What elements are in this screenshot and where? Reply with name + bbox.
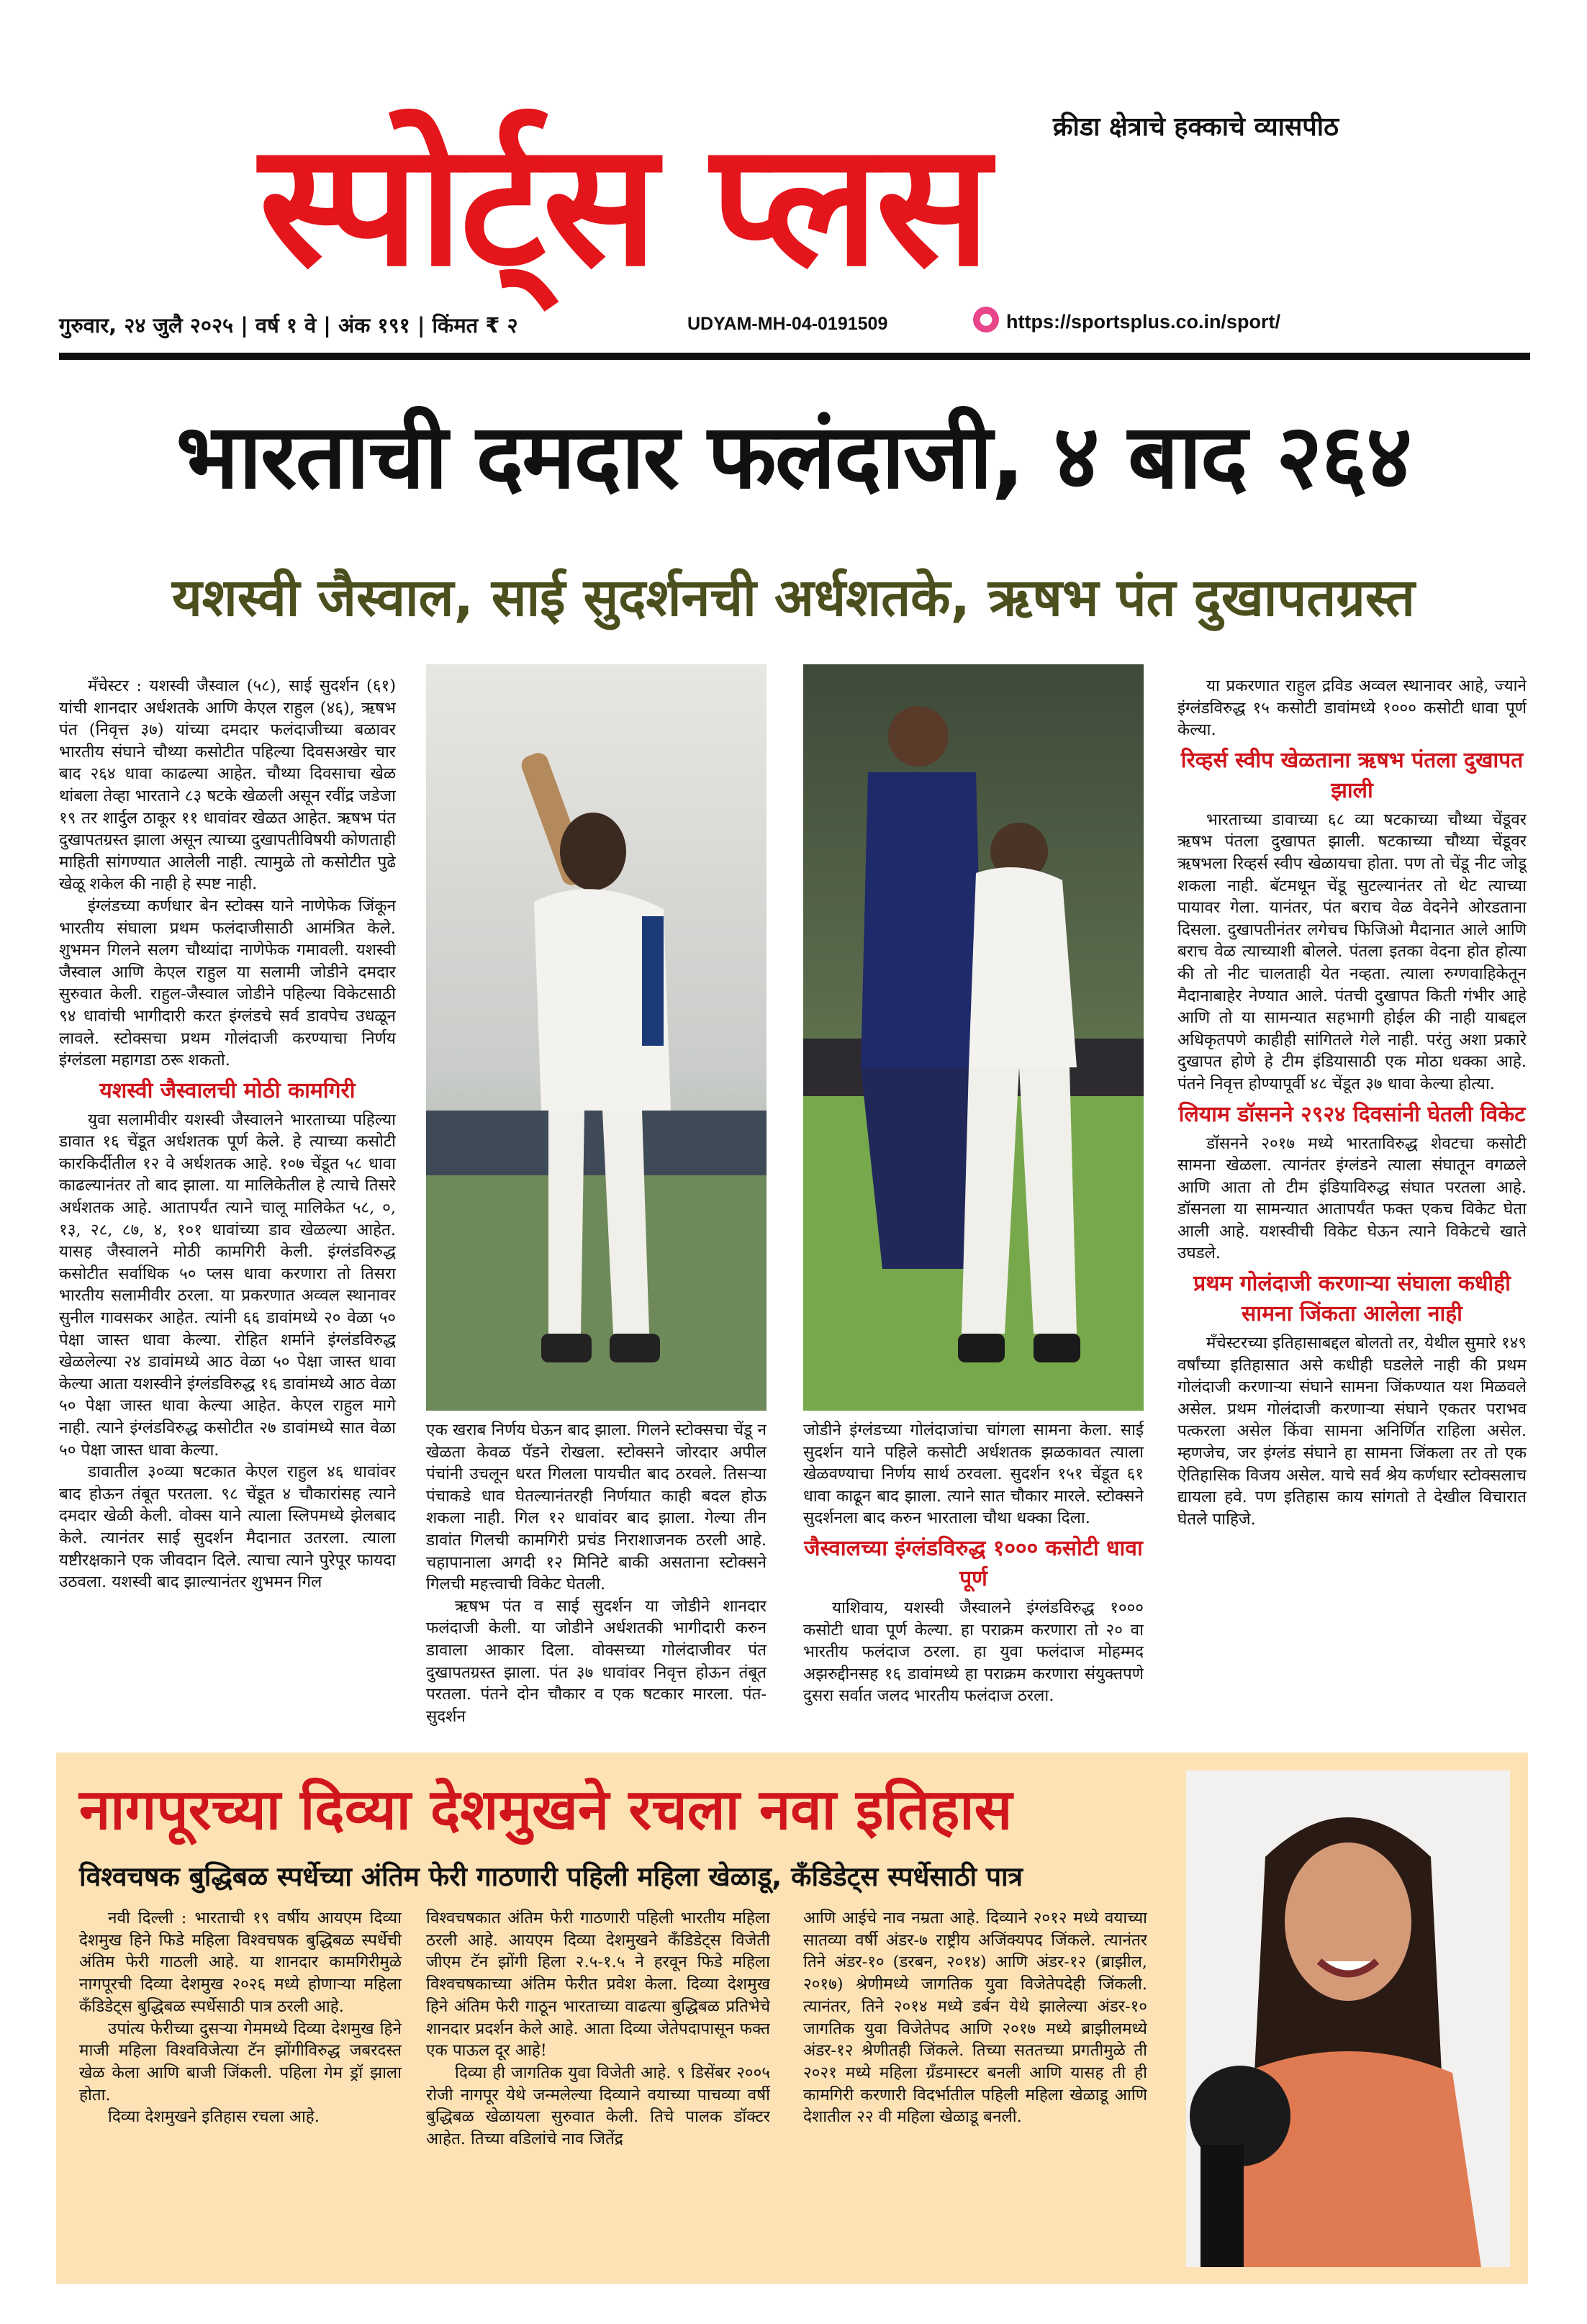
article-paragraph: दिव्या ही जागतिक युवा विजेती आहे. ९ डिसेंबर २००५ रोजी नागपूर येथे जन्मलेल्या दिव्याने वयाच्या पाचव्या वर्षी बुद्धिबळ खेळायला सुरुवात केली. तिचे पालक डॉक्टर आहेत. तिच्या वडिलांचे नाव जितेंद्र xyxy=(426,2063,770,2149)
issue-dateline: गुरुवार, २४ जुलै २०२५ | वर्ष १ वे | अंक १९१ | किंमत ₹ २ xyxy=(59,313,518,338)
article-paragraph: मँचेस्टर : यशस्वी जैस्वाल (५८), साई सुदर्शन (६१) यांची शानदार अर्धशतके आणि केएल राहुल (४६), ऋषभ पंत (निवृत्त ३७) यांच्या दमदार फलंदाजीच्या बळावर भारतीय संघाने चौथ्या कसोटीत पहिल्या दिवसअखेर चार बाद २६४ धावा काढल्या आहेत. चौथ्या दिवसाचा खेळ थांबला तेव्हा भारताने ८३ षटके खेळली असून रवींद्र जडेजा १९ तर शार्दुल ठाकूर ११ धावांवर खेळत आहेत. ऋषभ पंत दुखापतग्रस्त झाला असून त्याच्या दुखापतीविषयी कोणताही माहिती सांगण्यात आलेली नाही. त्यामुळे तो कसोटीत पुढे खेळू शकेल की नाही हे स्पष्ट नाही. xyxy=(59,677,396,894)
main-subheadline: यशस्वी जैस्वाल, साई सुदर्शनची अर्धशतके, ऋषभ पंत दुखापतग्रस्त xyxy=(172,567,1415,628)
article-paragraph: याशिवाय, यशस्वी जैस्वालने इंग्लंडविरुद्ध १००० कसोटी धावा पूर्ण केल्या. हा पराक्रम करणारा तो २० वा भारतीय फलंदाज ठरला. हा युवा फलंदाज मोहम्मद अझरुद्दीनसह १६ डावांमध्ये हा पराक्रम करणारा संयुक्तपणे दुसरा सर्वात जलद भारतीय फलंदाज ठरला. xyxy=(803,1598,1144,1706)
article-paragraph: दिव्या देशमुखने इतिहास रचला आहे. xyxy=(108,2107,320,2127)
feature-column-3 xyxy=(803,1907,1147,2274)
divya-deshmukh-photo xyxy=(1186,1771,1510,2267)
section-heading: रिव्हर्स स्वीप खेळताना ऋषभ पंतला दुखापत झाली xyxy=(1180,747,1524,803)
article-paragraph: नवी दिल्ली : भारताची १९ वर्षीय आयएम दिव्या देशमुख हिने फिडे महिला विश्वचषक बुद्धिबळ स्पर्धेची अंतिम फेरी गाठली आहे. या शानदार कामगिरीमुळे नागपूरची दिव्या देशमुख २०२६ मध्ये होणाऱ्या महिला कँडिडेट्स बुद्धिबळ स्पर्धेसाठी पात्र ठरली आहे. xyxy=(79,1909,402,2016)
article-paragraph: या प्रकरणात राहुल द्रविड अव्वल स्थानावर आहे, ज्याने इंग्लंडविरुद्ध १५ कसोटी डावांमध्ये १००० कसोटी धावा पूर्ण केल्या. xyxy=(1177,677,1527,740)
section-heading: जैस्वालच्या इंग्लंडविरुद्ध १००० कसोटी धावा पूर्ण xyxy=(804,1535,1143,1591)
article-paragraph: डावातील ३०व्या षटकात केएल राहुल ४६ धावांवर बाद होऊन तंबूत परतला. ९८ चेंडूत ४ चौकारांसह त्याने दमदार खेळी केली. वोक्स याने त्याला स्लिपमध्ये झेलबाद केले. त्यानंतर साई सुदर्शन मैदानात उतरला. त्याला यष्टीरक्षकाने एक जीवदान दिले. त्याचा त्याने पुरेपूर फायदा उठवला. यशस्वी बाद झाल्यानंतर शुभमन गिल xyxy=(59,1462,396,1592)
batsman-photo xyxy=(426,664,767,1411)
article-paragraph: मँचेस्टरच्या इतिहासाबद्दल बोलतो तर, येथील सुमारे १४९ वर्षांच्या इतिहासात असे कधीही घडलेले नाही की प्रथम गोलंदाजी करणाऱ्या संघाने सामना जिंकण्यात यश मिळवले असेल. प्रथम गोलंदाजी करणाऱ्या संघाने एकतर पराभव पत्करला असेल किंवा सामना अनिर्णित राहिला असेल. म्हणजेच, जर इंग्लंड संघाने हा सामना जिंकला तर तो एक ऐतिहासिक विजय असेल. याचे सर्व श्रेय कर्णधार स्टोक्सलाच द्यायला हवे. पण इतिहास काय सांगतो ते देखील विचारात घेतले पाहिजे. xyxy=(1177,1334,1527,1529)
article-paragraph: विश्वचषकात अंतिम फेरी गाठणारी पहिली भारतीय महिला ठरली आहे. आयएम दिव्या देशमुखने कँडिडेट्स विजेती जीएम टॅन झोंगी हिला २.५-१.५ ने हरवून फिडे महिला विश्वचषकाच्या अंतिम फेरीत प्रवेश केला. दिव्या देशमुख हिने अंतिम फेरी गाठून भारताच्या वाढत्या बुद्धिबळ प्रतिभेचे शानदार प्रदर्शन केले आहे. आता दिव्या जेतेपदापासून फक्त एक पाऊल दूर आहे! xyxy=(426,1909,770,2061)
article-paragraph: जोडीने इंग्लंडच्या गोलंदाजांचा चांगला सामना केला. साई सुदर्शन याने पहिले कसोटी अर्धशतक झळकावत त्याला खेळवण्याचा निर्णय सार्थ ठरवला. सुदर्शन १५१ चेंडूत ६१ धावा काढून बाद झाला. त्याने सात चौकार मारले. स्टोक्सने सुदर्शनला बाद करुन भारताला चौथा धक्का दिला. xyxy=(803,1421,1144,1528)
injured-player-photo xyxy=(803,664,1144,1411)
article-paragraph: उपांत्य फेरीच्या दुसऱ्या गेममध्ये दिव्या देशमुख हिने माजी महिला विश्वविजेत्या टॅन झोंगीविरुद्ध जबरदस्त खेळ केला आणि बाजी जिंकली. पहिला गेम ड्रॉ झाला होता. xyxy=(79,2019,402,2104)
website-link[interactable]: https://sportsplus.co.in/sport/ xyxy=(1006,311,1281,333)
feature-column-1 xyxy=(79,1907,402,2274)
section-heading: लियाम डॉसनने २९२४ दिवसांनी घेतली विकेट xyxy=(1178,1101,1526,1127)
dribbble-icon: ● xyxy=(973,307,999,333)
article-paragraph: ऋषभ पंत व साई सुदर्शन या जोडीने शानदार फलंदाजी केली. या जोडीने अर्धशतकी भागीदारी करुन डावाला आकार दिला. वोक्सच्या गोलंदाजीवर पंत दुखापतग्रस्त झाला. पंत ३७ धावांवर निवृत्त होऊन तंबूत परतला. पंतने दोन चौकार व एक षटकार मारला. पंत-सुदर्शन xyxy=(426,1596,767,1726)
masthead-divider xyxy=(59,353,1530,360)
article-paragraph: एक खराब निर्णय घेऊन बाद झाला. गिलने स्टोक्सचा चेंडू न खेळता केवळ पॅडने रोखला. स्टोक्सने जोरदार अपील पंचांनी उचलून धरत गिलला पायचीत बाद ठरवले. तिसऱ्या पंचाकडे धाव घेतल्यानंतरही निर्णयात काही बदल होऊ शकला नाही. गिल १२ धावांवर बाद झाला. गेल्या तीन डावांत गिलची कामगिरी प्रचंड निराशाजनक ठरली आहे. चहापानाला अगदी १२ मिनिटे बाकी असताना स्टोक्सने गिलची महत्त्वाची विकेट घेतली. xyxy=(426,1421,767,1594)
main-story-column-4 xyxy=(1177,675,1527,1733)
article-paragraph: भारताच्या डावाच्या ६८ व्या षटकाच्या चौथ्या चेंडूवर ऋषभ पंतला दुखापत झाली. षटकाच्या चौथ्या चेंडूवर ऋषभला रिव्हर्स स्वीप खेळायचा होता. पण तो चेंडू नीट जोडू शकला नाही. बॅटमधून चेंडू सुटल्यानंतर तो थेट त्याच्या पायावर गेला. यानंतर, पंत बराच वेळ वेदनेने ओरडताना दिसला. दुखापतीनंतर लगेचच फिजिओ मैदानात आले आणि बराच वेळ त्याच्याशी बोलले. पंतला इतका वेदना होत होत्या की तो नीट चालताही येत नव्हता. त्याला रुग्णवाहिकेतून मैदानाबाहेर नेण्यात आले. पंतची दुखापत किती गंभीर आहे आणि तो या सामन्यात सहभागी होईल की नाही याबद्दल अधिकृतपणे काहीही सांगितले गेले नाही. परंतु अशा प्रकारे दुखापत होणे हे टीम इंडियासाठी एक मोठा धक्का आहे. पंतने निवृत्त होण्यापूर्वी ४८ चेंडूत ३७ धावा केल्या होत्या. xyxy=(1177,810,1527,1093)
main-story-column-2 xyxy=(426,1419,767,1729)
section-heading: प्रथम गोलंदाजी करणाऱ्या संघाला कधीही सामना जिंकता आलेला नाही xyxy=(1193,1271,1511,1327)
article-paragraph: युवा सलामीवीर यशस्वी जैस्वालने भारताच्या पहिल्या डावात १६ चेंडूत अर्धशतक पूर्ण केले. हे त्याच्या कसोटी कारकिर्दीतील १२ वे अर्धशतक आहे. १०७ चेंडूत ५८ धावा काढल्यानंतर तो बाद झाला. या मालिकेतील हे त्याचे तिसरे अर्धशतक आहे. आतापर्यंत त्याने चालू मालिकेत ५८, ०, १३, २८, ८७, ४, १०१ धावांच्या डाव खेळल्या आहेत. यासह जैस्वालने मोठी कामगिरी केली. इंग्लंडविरुद्ध कसोटीत सर्वाधिक ५० प्लस धावा करणारा तो तिसरा भारतीय सलामीवीर ठरला. या प्रकरणात अव्वल स्थानावर सुनील गावसकर आहेत. त्यांनी ६६ डावांमध्ये २० वेळा ५० पेक्षा जास्त धावा केल्या. रोहित शर्माने इंग्लंडविरुद्ध खेळलेल्या २४ डावांमध्ये आठ वेळा ५० पेक्षा जास्त धावा केल्या आता यशस्वीने इंग्लंडविरुद्ध १६ डावांमध्ये आठ वेळा ५० पेक्षा जास्त धावा केल्या आहेत. केएल राहुल मागे नाही. त्याने इंग्लंडविरुद्ध कसोटीत २७ डावांमध्ये सात वेळा ५० पेक्षा जास्त धावा केल्या. xyxy=(59,1110,396,1460)
masthead-tagline: क्रीडा क्षेत्राचे हक्काचे व्यासपीठ xyxy=(1052,112,1339,142)
main-story-column-1 xyxy=(59,675,396,1733)
masthead-title: स्पोर्ट्स प्लस xyxy=(259,106,988,304)
main-story-column-3 xyxy=(803,1419,1144,1729)
article-paragraph: इंग्लंडच्या कर्णधार बेन स्टोक्स याने नाणेफेक जिंकून भारतीय संघाला प्रथम फलंदाजीसाठी आमंत्रित केले. शुभमन गिलने सलग चौथ्यांदा नाणेफेक गमावली. यशस्वी जैस्वाल आणि केएल राहुल या सलामी जोडीने दमदार सुरुवात केली. राहुल-जैस्वाल जोडीने पहिल्या विकेटसाठी ९४ धावांची भागीदारी करत इंग्लंडचे सर्व डावपेच उधळून लावले. स्टोक्सचा प्रथम गोलंदाजी करण्याचा निर्णय इंग्लंडला महागडा ठरू शकतो. xyxy=(59,896,396,1070)
section-heading: यशस्वी जैस्वालची मोठी कामगिरी xyxy=(99,1077,356,1103)
main-headline: भारताची दमदार फलंदाजी, ४ बाद २६४ xyxy=(176,405,1411,509)
feature-headline: नागपूरच्या दिव्या देशमुखने रचला नवा इतिहास xyxy=(79,1778,1013,1843)
article-paragraph: डॉसनने २०१७ मध्ये भारताविरुद्ध शेवटचा कसोटी सामना खेळला. त्यानंतर इंग्लंडने त्याला संघातून वगळले आणि आता तो टीम इंडियाविरुद्ध संघात परतला आहे. डॉसनला या सामन्यात आतापर्यंत फक्त एकच विकेट घेता आली आहे. यशस्वीची विकेट घेऊन त्याने विकेटचे खाते उघडले. xyxy=(1177,1134,1527,1263)
feature-column-2 xyxy=(426,1907,770,2274)
udyam-registration: UDYAM-MH-04-0191509 xyxy=(687,314,888,334)
article-paragraph: आणि आईचे नाव नम्रता आहे. दिव्याने २०१२ मध्ये वयाच्या सातव्या वर्षी अंडर-७ राष्ट्रीय अजिंक्यपद जिंकले. त्यानंतर तिने अंडर-१० (डरबन, २०१४) आणि अंडर-१२ (ब्राझील, २०१७) श्रेणीमध्ये जागतिक युवा विजेतेपदेही जिंकली. त्यानंतर, तिने २०१४ मध्ये डर्बन येथे झालेल्या अंडर-१० जागतिक युवा विजेतेपद आणि २०१७ मध्ये ब्राझीलमध्ये अंडर-१२ श्रेणीतही जिंकले. तिच्या सततच्या प्रगतीमुळे ती २०२१ मध्ये महिला ग्रँडमास्टर बनली आणि यासह ती ही कामगिरी करणारी विदर्भातील पहिली महिला खेळाडू आणि देशातील २२ वी महिला खेळाडू बनली. xyxy=(803,1909,1147,2127)
feature-subheadline: विश्वचषक बुद्धिबळ स्पर्धेच्या अंतिम फेरी गाठणारी पहिली महिला खेळाडू, कँडिडेट्स स्पर्धेसाठी पात्र xyxy=(79,1861,1023,1892)
